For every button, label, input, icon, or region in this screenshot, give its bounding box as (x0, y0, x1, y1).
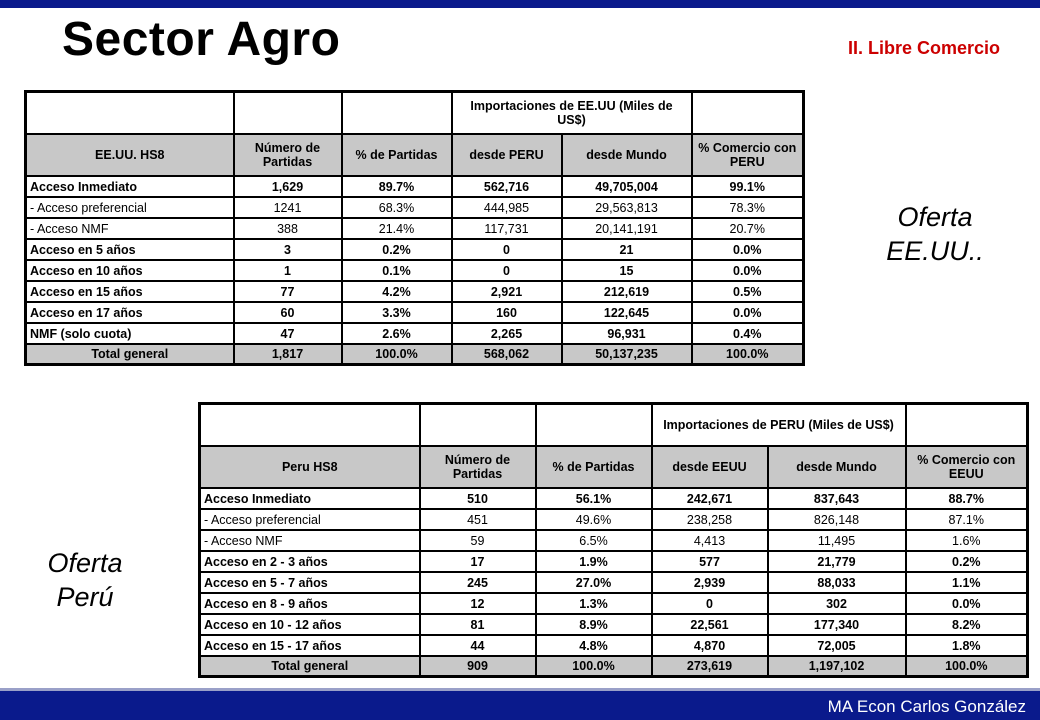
cell: 3 (234, 239, 342, 260)
cell: 44 (420, 635, 536, 656)
cell: 22,561 (652, 614, 768, 635)
cell: 117,731 (452, 218, 562, 239)
cell: 245 (420, 572, 536, 593)
cell: 0.1% (342, 260, 452, 281)
cell: 177,340 (768, 614, 906, 635)
cell: 88,033 (768, 572, 906, 593)
cell: 2,265 (452, 323, 562, 344)
table-row (200, 635, 1028, 656)
cell: 238,258 (652, 509, 768, 530)
cell: 4.8% (536, 635, 652, 656)
cell: 100.0% (906, 656, 1028, 677)
cell: 4.2% (342, 281, 452, 302)
note-peru-line-2: Perú (56, 582, 114, 612)
cell: 2,921 (452, 281, 562, 302)
cell: 20.7% (692, 218, 804, 239)
total-label: Total general (200, 656, 420, 677)
cell: 8.2% (906, 614, 1028, 635)
section-label: II. Libre Comercio (847, 38, 1000, 58)
total-row (26, 344, 804, 365)
cell: 302 (768, 593, 906, 614)
table-row (200, 530, 1028, 551)
bottom-bar (0, 688, 1040, 720)
column-header: Peru HS8 (200, 446, 420, 488)
cell: 510 (420, 488, 536, 509)
column-header: desde EEUU (652, 446, 768, 488)
cell: 68.3% (342, 197, 452, 218)
cell: 21.4% (342, 218, 452, 239)
column-header: desde PERU (452, 134, 562, 176)
cell: 100.0% (342, 344, 452, 365)
empty-cell (536, 404, 652, 447)
cell: 0.0% (692, 239, 804, 260)
cell: 826,148 (768, 509, 906, 530)
table-row (200, 614, 1028, 635)
cell: 88.7% (906, 488, 1028, 509)
cell: 60 (234, 302, 342, 323)
cell: 27.0% (536, 572, 652, 593)
cell: 1.6% (906, 530, 1028, 551)
cell: 29,563,813 (562, 197, 692, 218)
cell: 4,870 (652, 635, 768, 656)
cell: 0 (652, 593, 768, 614)
note-eeuu-line-2: EE.UU.. (886, 236, 984, 266)
row-label: Acceso en 5 años (26, 239, 234, 260)
row-label: Acceso en 17 años (26, 302, 234, 323)
cell: 562,716 (452, 176, 562, 197)
note-eeuu-line-1: Oferta (897, 202, 973, 232)
cell: 100.0% (692, 344, 804, 365)
cell: 4,413 (652, 530, 768, 551)
table-row (26, 302, 804, 323)
group-header: Importaciones de PERU (Miles de US$) (652, 404, 906, 447)
cell: 1,629 (234, 176, 342, 197)
row-label: - Acceso NMF (200, 530, 420, 551)
cell: 77 (234, 281, 342, 302)
cell: 21 (562, 239, 692, 260)
row-label: Acceso en 10 años (26, 260, 234, 281)
cell: 0.0% (692, 302, 804, 323)
cell: 1,197,102 (768, 656, 906, 677)
column-header: % de Partidas (342, 134, 452, 176)
cell: 11,495 (768, 530, 906, 551)
cell: 444,985 (452, 197, 562, 218)
column-header: Número de Partidas (234, 134, 342, 176)
cell: 0 (452, 239, 562, 260)
cell: 96,931 (562, 323, 692, 344)
cell: 89.7% (342, 176, 452, 197)
total-label: Total general (26, 344, 234, 365)
table-row (26, 260, 804, 281)
cell: 160 (452, 302, 562, 323)
column-header: % de Partidas (536, 446, 652, 488)
empty-cell (692, 92, 804, 135)
page-title: Sector Agro (62, 13, 341, 66)
table-row (26, 176, 804, 197)
cell: 0 (452, 260, 562, 281)
column-header: EE.UU. HS8 (26, 134, 234, 176)
cell: 388 (234, 218, 342, 239)
cell: 273,619 (652, 656, 768, 677)
cell: 451 (420, 509, 536, 530)
table-row (26, 323, 804, 344)
row-label: - Acceso preferencial (26, 197, 234, 218)
row-label: - Acceso NMF (26, 218, 234, 239)
cell: 0.0% (692, 260, 804, 281)
cell: 59 (420, 530, 536, 551)
footer-author: MA Econ Carlos González (827, 697, 1026, 716)
cell: 909 (420, 656, 536, 677)
table-peru (198, 402, 1029, 678)
cell: 568,062 (452, 344, 562, 365)
cell: 6.5% (536, 530, 652, 551)
cell: 2.6% (342, 323, 452, 344)
row-label: Acceso en 15 años (26, 281, 234, 302)
group-header: Importaciones de EE.UU (Miles de US$) (452, 92, 692, 135)
empty-cell (906, 404, 1028, 447)
cell: 0.0% (906, 593, 1028, 614)
table-row (200, 509, 1028, 530)
cell: 0.5% (692, 281, 804, 302)
cell: 122,645 (562, 302, 692, 323)
row-label: Acceso Inmediato (200, 488, 420, 509)
cell: 0.2% (906, 551, 1028, 572)
column-header: Número de Partidas (420, 446, 536, 488)
cell: 47 (234, 323, 342, 344)
table-row (200, 551, 1028, 572)
cell: 81 (420, 614, 536, 635)
table-eeuu-group-row (26, 92, 804, 135)
cell: 1.1% (906, 572, 1028, 593)
row-label: Acceso en 15 - 17 años (200, 635, 420, 656)
row-label: Acceso en 5 - 7 años (200, 572, 420, 593)
cell: 78.3% (692, 197, 804, 218)
column-header: desde Mundo (562, 134, 692, 176)
cell: 577 (652, 551, 768, 572)
table-row (200, 488, 1028, 509)
cell: 21,779 (768, 551, 906, 572)
empty-cell (342, 92, 452, 135)
cell: 87.1% (906, 509, 1028, 530)
table-row (200, 572, 1028, 593)
cell: 1.8% (906, 635, 1028, 656)
row-label: Acceso en 2 - 3 años (200, 551, 420, 572)
cell: 3.3% (342, 302, 452, 323)
row-label: Acceso Inmediato (26, 176, 234, 197)
table-eeuu (24, 90, 805, 366)
cell: 1.3% (536, 593, 652, 614)
empty-cell (200, 404, 420, 447)
empty-cell (420, 404, 536, 447)
cell: 1.9% (536, 551, 652, 572)
empty-cell (234, 92, 342, 135)
cell: 49,705,004 (562, 176, 692, 197)
cell: 212,619 (562, 281, 692, 302)
table-row (26, 218, 804, 239)
row-label: NMF (solo cuota) (26, 323, 234, 344)
cell: 1,817 (234, 344, 342, 365)
cell: 56.1% (536, 488, 652, 509)
cell: 50,137,235 (562, 344, 692, 365)
cell: 0.4% (692, 323, 804, 344)
cell: 99.1% (692, 176, 804, 197)
table-peru-header-row (200, 446, 1028, 488)
empty-cell (26, 92, 234, 135)
cell: 1241 (234, 197, 342, 218)
note-oferta-peru (20, 546, 150, 614)
cell: 49.6% (536, 509, 652, 530)
table-row (200, 593, 1028, 614)
table-row (26, 239, 804, 260)
cell: 2,939 (652, 572, 768, 593)
table-row (26, 197, 804, 218)
cell: 100.0% (536, 656, 652, 677)
cell: 0.2% (342, 239, 452, 260)
cell: 1 (234, 260, 342, 281)
total-row (200, 656, 1028, 677)
table-row (26, 281, 804, 302)
cell: 12 (420, 593, 536, 614)
cell: 8.9% (536, 614, 652, 635)
row-label: - Acceso preferencial (200, 509, 420, 530)
cell: 20,141,191 (562, 218, 692, 239)
top-bar (0, 0, 1040, 8)
table-eeuu-header-row (26, 134, 804, 176)
row-label: Acceso en 8 - 9 años (200, 593, 420, 614)
table-peru-group-row (200, 404, 1028, 447)
note-oferta-eeuu (860, 200, 1010, 268)
column-header: % Comercio con PERU (692, 134, 804, 176)
cell: 72,005 (768, 635, 906, 656)
cell: 242,671 (652, 488, 768, 509)
cell: 15 (562, 260, 692, 281)
cell: 17 (420, 551, 536, 572)
cell: 837,643 (768, 488, 906, 509)
column-header: desde Mundo (768, 446, 906, 488)
note-peru-line-1: Oferta (47, 548, 123, 578)
column-header: % Comercio con EEUU (906, 446, 1028, 488)
row-label: Acceso en 10 - 12 años (200, 614, 420, 635)
